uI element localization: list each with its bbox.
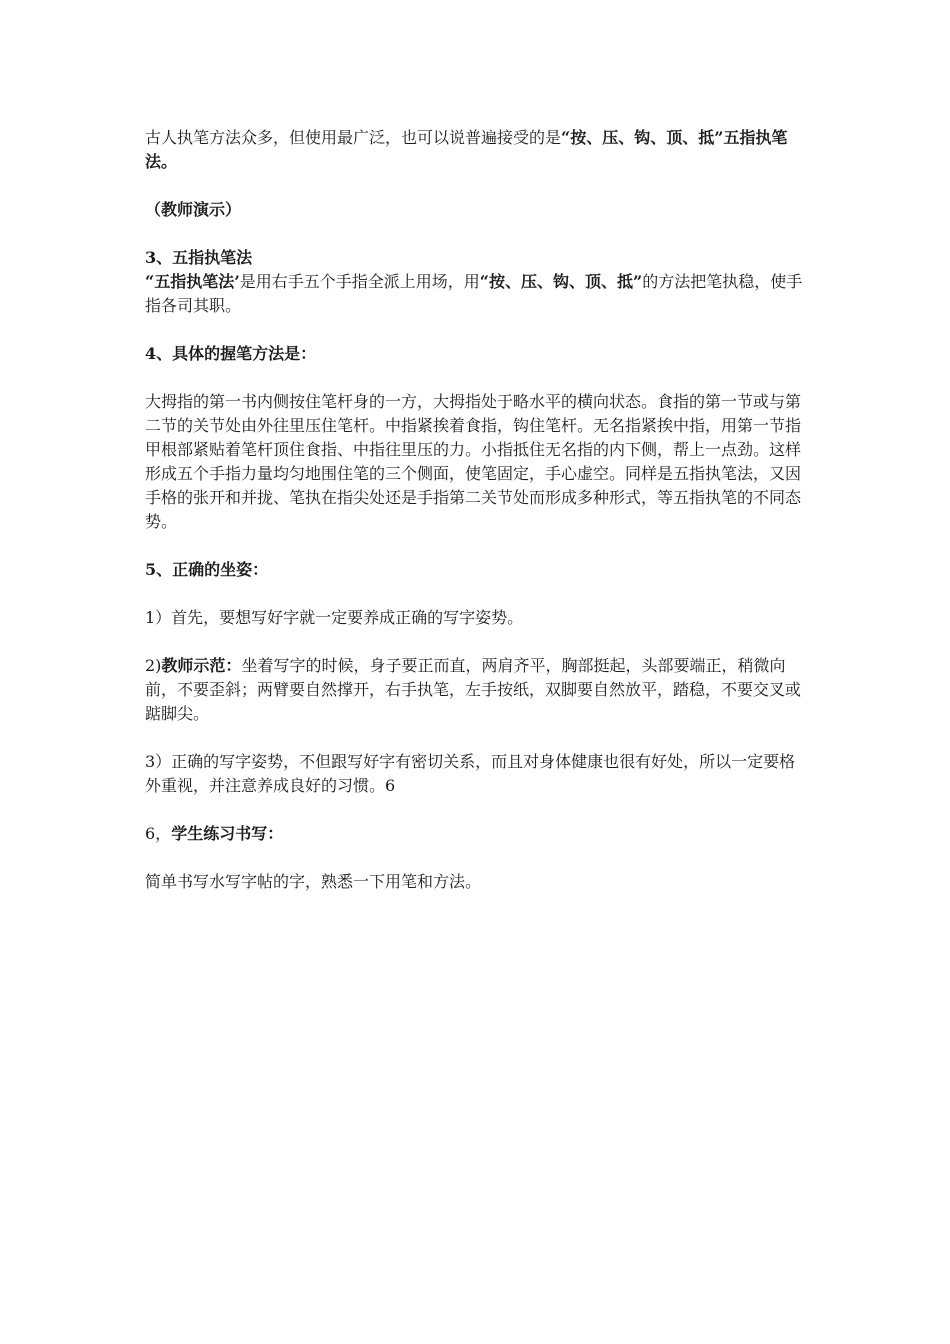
intro-text: 古人执笔方法众多，但使用最广泛，也可以说普遍接受的是 bbox=[145, 128, 562, 147]
section4-heading: 4、具体的握笔方法是： bbox=[145, 344, 317, 363]
section6-heading-prefix: 6， bbox=[145, 824, 172, 843]
section4-body: 大拇指的第一书内侧按住笔杆身的一方，大拇指处于略水平的横向状态。食指的第一节或与第二节的关节处由外往里压住笔杆。中指紧挨着食指，钩住笔杆。无名指紧挨中指，用第一节指甲根部紧贴着笔杆顶住食指、中指往里压的力。小指抵住无名指的内下侧，帮上一点劲。这样形成五个手指力量均匀地围住笔的三个侧面，使笔固定，手心虚空。同样是五指执笔法，又因手格的张开和并拢、笔执在指尖处还是手指第二关节处而形成多种形式，等五指执笔的不同态势。 bbox=[145, 392, 802, 531]
section5-item-2-label: 教师示范： bbox=[161, 656, 242, 675]
document-body bbox=[145, 126, 810, 894]
section3-paragraph bbox=[145, 270, 810, 318]
intro-paragraph bbox=[145, 126, 810, 174]
section3-heading: 3、五指执笔法 bbox=[145, 248, 253, 267]
section5-item-3: 3）正确的写字姿势，不但跟写好字有密切关系，而且对身体健康也很有好处，所以一定要格外重视，并注意养成良好的习惯。6 bbox=[145, 752, 796, 795]
section6-heading bbox=[145, 822, 810, 846]
section5-item-2 bbox=[145, 654, 810, 726]
intro-bold-text: “按、压、钩、顶、抵”五指执笔法。 bbox=[145, 128, 788, 171]
section6-body: 简单书写水写字帖的字，熟悉一下用笔和方法。 bbox=[145, 872, 482, 891]
section5-item-2-text: 坐着写字的时候，身子要正而直，两肩齐平，胸部挺起，头部要端正，稍微向前，不要歪斜；两臂要自然撑开，右手执笔，左手按纸，双脚要自然放平，踏稳，不要交叉或踮脚尖。 bbox=[145, 656, 802, 723]
demo-note: （教师演示） bbox=[145, 200, 242, 219]
section5-item-2-prefix: 2) bbox=[145, 656, 162, 675]
section3-text-a: 是用右手五个手指全派上用场，用 bbox=[239, 272, 480, 291]
section3-text-b: 的方法把笔执稳，使手指各司其职。 bbox=[145, 272, 803, 315]
section6-heading-label: 学生练习书写： bbox=[171, 824, 284, 843]
section5-heading: 5、正确的坐姿： bbox=[145, 560, 269, 579]
section3-keywords: “按、压、钩、顶、抵” bbox=[479, 272, 643, 291]
section3-quote: “五指执笔法’ bbox=[145, 272, 240, 291]
section5-item-1: 1）首先，要想写好字就一定要养成正确的写字姿势。 bbox=[145, 608, 524, 627]
